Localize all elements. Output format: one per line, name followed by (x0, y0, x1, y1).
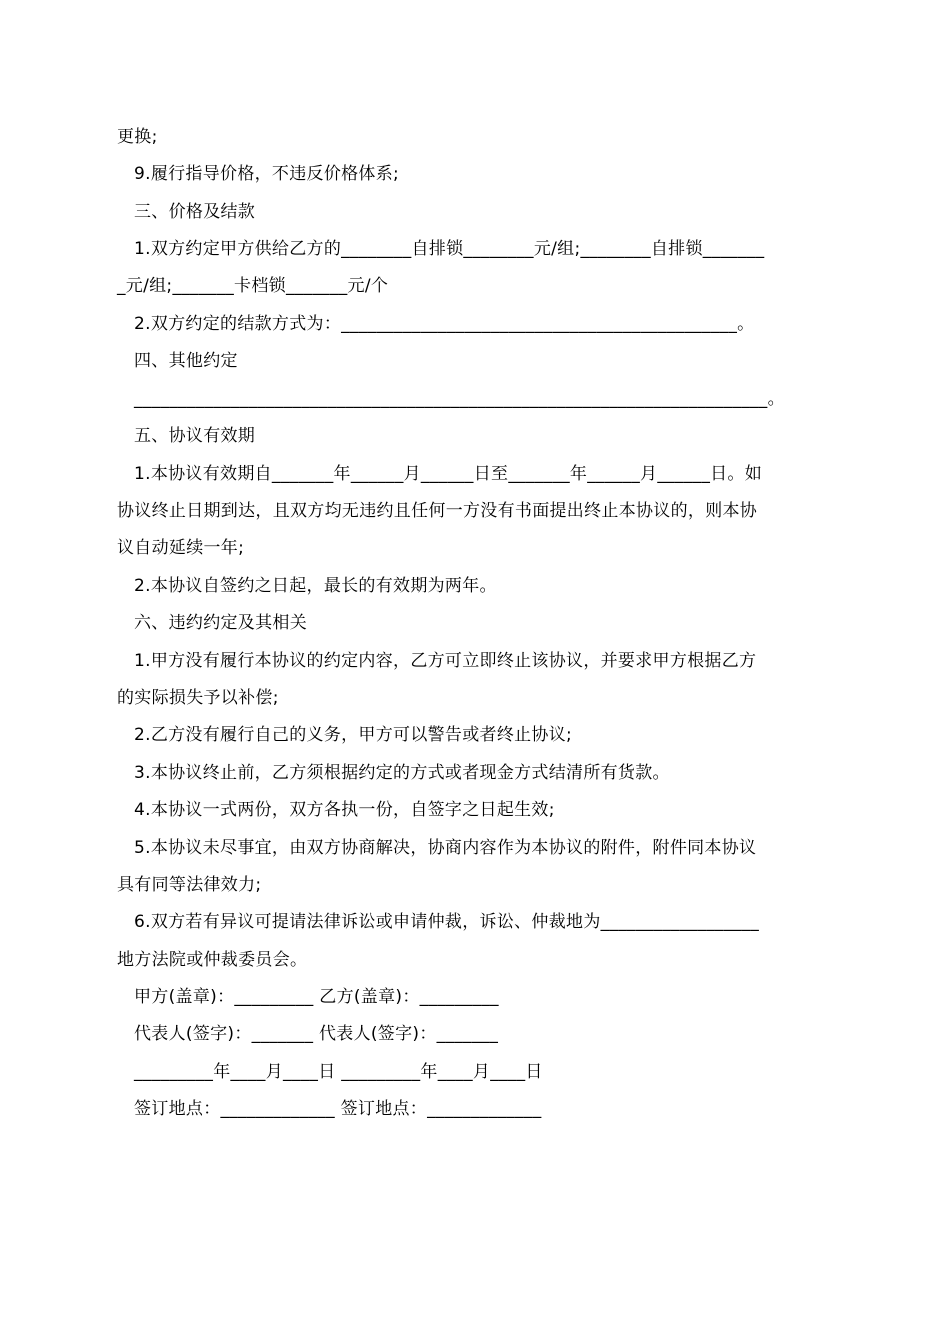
text-line: 1.本协议有效期自_______年______月______日至_______年______月______日。如 (134, 464, 763, 484)
text-line: 3.本协议终止前，乙方须根据约定的方式或者现金方式结清所有货款。 (134, 763, 670, 783)
location-line: 签订地点：_____________ 签订地点：_____________ (134, 1099, 542, 1119)
section-heading: 三、价格及结款 (134, 202, 256, 222)
text-line: 4.本协议一式两份，双方各执一份，自签字之日起生效; (134, 800, 555, 820)
date-line: _________年____月____日 _________年____月____日 (134, 1062, 543, 1082)
text-line: 议自动延续一年; (117, 538, 245, 558)
section-heading: 四、其他约定 (134, 351, 238, 371)
text-line: 2.本协议自签约之日起，最长的有效期为两年。 (134, 576, 497, 596)
section-heading: 六、违约约定及其相关 (134, 613, 307, 633)
text-line: _元/组;_______卡档锁_______元/个 (117, 276, 389, 296)
text-line: 1.双方约定甲方供给乙方的________自排锁________元/组;________自排锁_______ (134, 239, 765, 259)
text-line: 5.本协议未尽事宜，由双方协商解决，协商内容作为本协议的附件，附件同本协议 (134, 838, 757, 858)
text-line: 更换; (117, 127, 158, 147)
text-line: 6.双方若有异议可提请法律诉讼或申请仲裁，诉讼、仲裁地为__________________ (134, 912, 760, 932)
signature-line: 代表人(签字)：_______ 代表人(签字)：_______ (134, 1024, 499, 1044)
signature-line: 甲方(盖章)：_________ 乙方(盖章)：_________ (134, 987, 499, 1007)
text-line: 的实际损失予以补偿; (117, 688, 279, 708)
text-line: 协议终止日期到达，且双方均无违约且任何一方没有书面提出终止本协议的，则本协 (117, 501, 758, 521)
text-line: 9.履行指导价格，不违反价格体系; (134, 164, 400, 184)
text-line: ________________________________________________________________________。 (134, 389, 785, 409)
text-line: 1.甲方没有履行本协议的约定内容，乙方可立即终止该协议，并要求甲方根据乙方 (134, 651, 757, 671)
text-line: 2.乙方没有履行自己的义务，甲方可以警告或者终止协议; (134, 725, 573, 745)
text-line: 2.双方约定的结款方式为：_____________________________________________。 (134, 314, 755, 334)
section-heading: 五、协议有效期 (134, 426, 256, 446)
text-line: 具有同等法律效力; (117, 875, 262, 895)
text-line: 地方法院或仲裁委员会。 (117, 950, 308, 970)
